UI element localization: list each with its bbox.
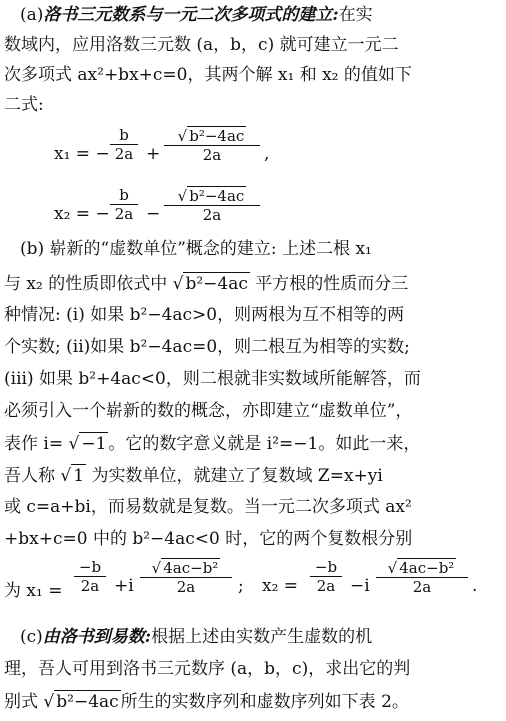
radicand: −1 [81, 434, 107, 454]
para-b-line-1: (b) 崭新的“虚数单位”概念的建立: 上述二根 x₁ [20, 239, 372, 259]
radicand: b²−4ac [189, 127, 245, 145]
para-b-line-8-a: 吾人称 [4, 466, 55, 486]
para-b-line-8: 吾人称 √ 1 为实数单位，就建立了复数域 Z=x+yi [4, 466, 383, 486]
para-a-line-2: 数域内，应用洛数三元数 (a，b，c) 就可建立一元二 [4, 35, 399, 55]
formula-complex-pre: 为 x₁ = [4, 581, 63, 601]
formula-complex-sep: ; [238, 576, 244, 596]
formula-x2-frac-sqrt [164, 186, 260, 224]
para-b-line-5: (iii) 如果 b²+4ac<0，则二根就非实数域所能解答，而 [4, 369, 421, 389]
para-b-line-9: 或 c=a+bi，而易数就是复数。当一元二次多项式 ax² [4, 497, 412, 517]
formula-x1-tail: , [264, 144, 270, 164]
frac-numerator: √ 4ac−b² [387, 559, 455, 577]
radicand: 4ac−b² [399, 559, 455, 577]
para-b-line-10: +bx+c=0 中的 b²−4ac<0 时，它的两个复数根分别 [4, 529, 413, 549]
frac-denominator: 2a [202, 146, 222, 164]
formula-complex-frac-2 [140, 558, 232, 596]
para-c-line-3-b: 所生的实数序列和虚数序列如下表 2。 [120, 692, 409, 712]
radicand: b²−4ac [189, 187, 245, 205]
frac-denominator: 2a [176, 578, 196, 596]
formula-x1-op: + [146, 144, 161, 164]
para-b-line-7: 表作 i= √ −1 。它的数字意义就是 i²=−1。如此一来， [4, 434, 421, 454]
frac-denominator: 2a [114, 205, 134, 223]
para-a-label: (a) [20, 5, 44, 25]
radicand: b²−4ac [56, 692, 119, 712]
para-c-line-1-rest: 根据上述由实数产生虚数的机 [151, 627, 373, 647]
frac-numerator: √ b²−4ac [177, 127, 245, 145]
frac-numerator: b [119, 186, 129, 204]
radicand: b²−4ac [185, 274, 248, 294]
para-a-line-4: 二式: [4, 95, 44, 115]
para-b-line-6: 必须引入一个崭新的数的概念，亦即建立“虚数单位”， [4, 401, 413, 421]
para-c-line-1 [20, 626, 372, 648]
formula-complex-frac-3 [310, 558, 342, 595]
para-b-line-2-a: 与 x₂ 的性质即依式中 [4, 274, 168, 294]
formula-x2-lhs: x₂ = − [54, 204, 110, 224]
para-b-line-7-a: 表作 i= [4, 434, 64, 454]
para-c-line-3-a: 别式 [4, 692, 38, 712]
radicand: 4ac−b² [163, 559, 219, 577]
formula-x2-op: − [146, 204, 161, 224]
formula-x1-lhs: x₁ = − [54, 144, 110, 164]
radicand: 1 [73, 466, 85, 486]
para-b-line-7-b: 。它的数字意义就是 i²=−1。如此一来， [108, 434, 421, 454]
frac-numerator: −b [314, 558, 338, 576]
para-a-line-1 [20, 4, 373, 26]
formula-x2-frac-b [110, 186, 138, 223]
frac-denominator: 2a [80, 577, 100, 595]
para-b-line-4: 个实数; (ii)如果 b²−4ac=0，则二根互为相等的实数; [4, 337, 410, 357]
frac-denominator: 2a [316, 577, 336, 595]
para-b-line-8-b: 为实数单位，就建立了复数域 Z=x+yi [91, 466, 383, 486]
frac-numerator: √ b²−4ac [177, 187, 245, 205]
formula-x1-frac-b [110, 126, 138, 163]
formula-x1-frac-sqrt [164, 126, 260, 164]
para-c-label: (c) [20, 627, 43, 647]
para-c-line-2: 理，吾人可用到洛书三元数序 (a，b，c)，求出它的判 [4, 659, 411, 679]
formula-complex-frac-1 [74, 558, 106, 595]
formula-complex-x2: x₂ = [262, 576, 299, 596]
para-a-title: 洛书三元数系与一元二次多项式的建立: [43, 5, 339, 25]
frac-denominator: 2a [114, 145, 134, 163]
frac-numerator: −b [78, 558, 102, 576]
formula-complex-frac-4 [376, 558, 468, 596]
para-c-line-3: 别式 √ b²−4ac 所生的实数序列和虚数序列如下表 2。 [4, 692, 409, 712]
formula-complex-end: . [472, 576, 478, 596]
para-b-line-2: 与 x₂ 的性质即依式中 √ b²−4ac 平方根的性质而分三 [4, 274, 409, 294]
para-a-line-3: 次多项式 ax²+bx+c=0，其两个解 x₁ 和 x₂ 的值如下 [4, 65, 412, 85]
formula-complex-mid: +i [114, 576, 134, 596]
formula-complex-mid2: −i [350, 576, 370, 596]
para-b-line-3: 种情况: (i) 如果 b²−4ac>0，则两根为互不相等的两 [4, 305, 405, 325]
frac-denominator: 2a [202, 206, 222, 224]
para-c-title: 由洛书到易数: [42, 627, 152, 647]
para-b-line-2-b: 平方根的性质而分三 [255, 274, 409, 294]
frac-numerator: b [119, 126, 129, 144]
frac-numerator: √ 4ac−b² [151, 559, 219, 577]
para-a-line-1-rest: 在实 [338, 5, 373, 25]
frac-denominator: 2a [412, 578, 432, 596]
